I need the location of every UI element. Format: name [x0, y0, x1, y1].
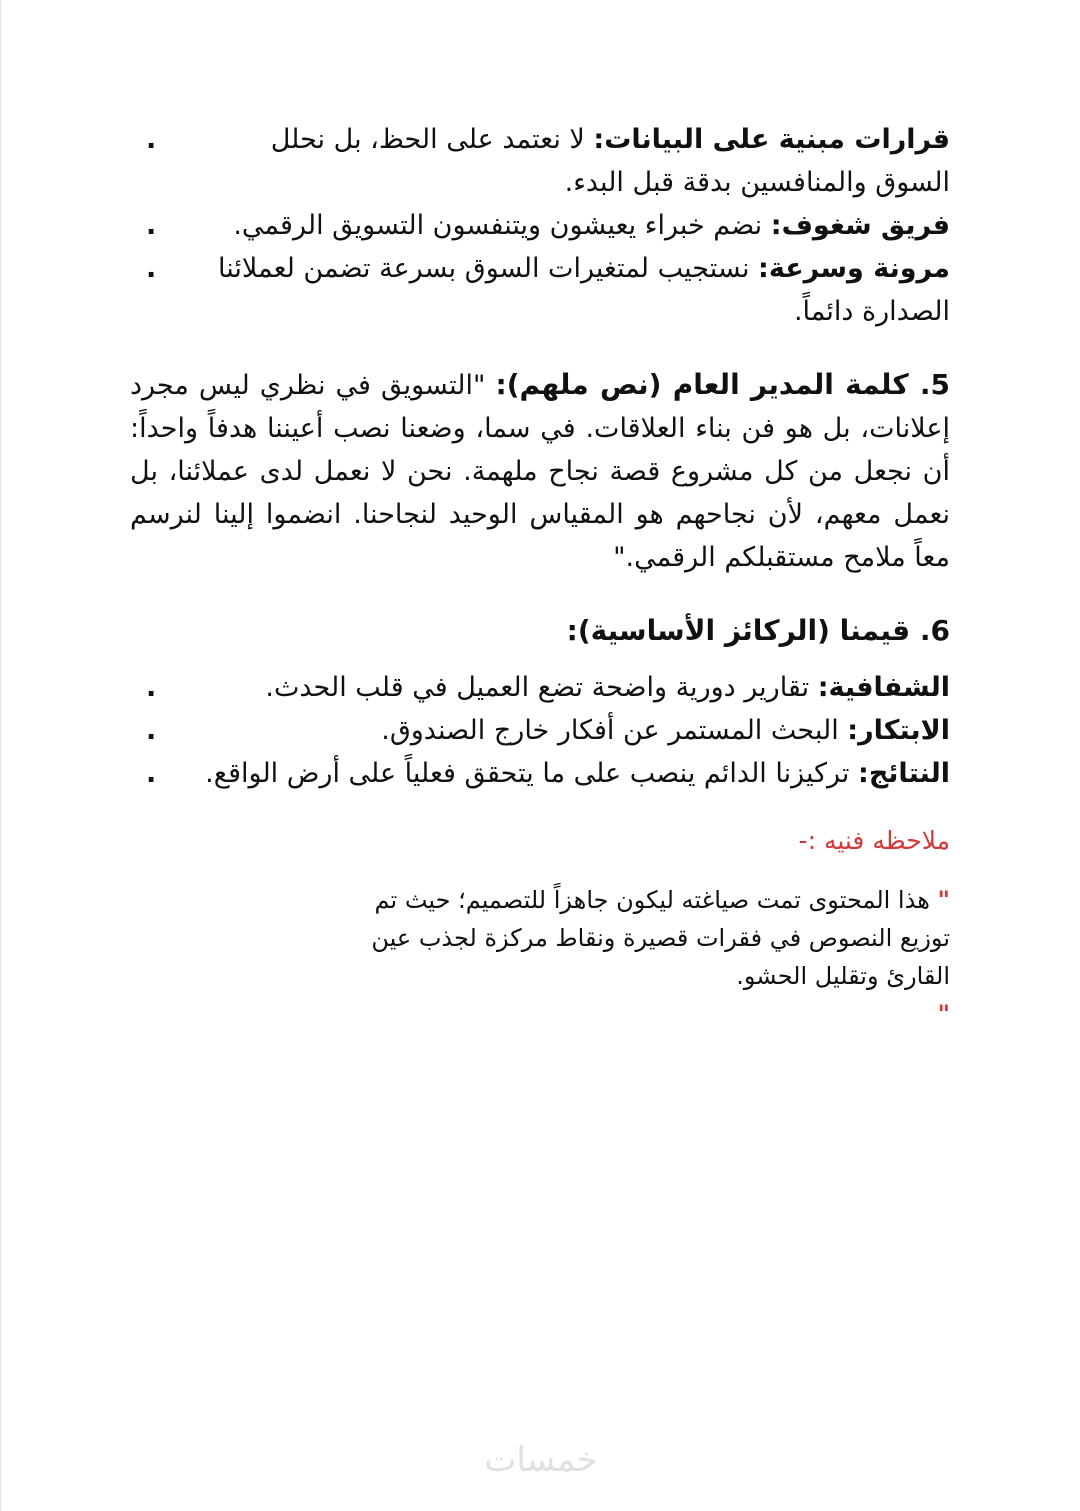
- list-item-term: مرونة وسرعة:: [758, 253, 950, 284]
- values-list: [130, 666, 950, 795]
- document-content: [130, 118, 950, 1033]
- section-5-heading: 5. كلمة المدير العام (نص ملهم):: [495, 368, 950, 401]
- section-5-paragraph: [130, 363, 950, 579]
- list-item-term: فريق شغوف:: [770, 210, 950, 241]
- technical-note-heading: ملاحظه فنيه :-: [798, 826, 950, 855]
- list-item-text: نضم خبراء يعيشون ويتنفسون التسويق الرقمي.: [233, 210, 771, 241]
- list-item-results: [130, 752, 950, 795]
- bullet-icon: .: [146, 715, 157, 746]
- note-body: هذا المحتوى تمت صياغته ليكون جاهزاً للتصميم؛ حيث تم توزيع النصوص في فقرات قصيرة ونقاط مركزة لجذب عين القارئ وتقليل الحشو.: [371, 886, 950, 990]
- close-quote: ": [937, 1000, 950, 1028]
- watermark-logo: خمسات: [484, 1440, 598, 1480]
- list-item-text: نستجيب لمتغيرات السوق بسرعة تضمن لعملائنا الصدارة دائماً.: [217, 253, 950, 327]
- bullet-icon: .: [146, 210, 157, 241]
- list-item-text: البحث المستمر عن أفكار خارج الصندوق.: [381, 715, 848, 746]
- list-item-transparency: [130, 666, 950, 709]
- bullet-icon: .: [146, 253, 157, 284]
- bullet-icon: .: [146, 758, 157, 789]
- list-item-text: تقارير دورية واضحة تضع العميل في قلب الحدث.: [265, 672, 818, 703]
- list-item-text: تركيزنا الدائم ينصب على ما يتحقق فعلياً على أرض الواقع.: [205, 758, 859, 789]
- list-item-flexibility: [130, 247, 950, 333]
- list-item-innovation: [130, 709, 950, 752]
- bullet-icon: .: [146, 672, 157, 703]
- list-item-text: لا نعتمد على الحظ، بل نحلل السوق والمنافسين بدقة قبل البدء.: [270, 124, 950, 198]
- section-5-text: "التسويق في نظري ليس مجرد إعلانات، بل هو فن بناء العلاقات. في سما، وضعنا نصب أعيننا هدفاً واحداً: أن نجعل من كل مشروع قصة نجاح ملهمة. نحن لا نعمل لدى عملائنا، بل نعمل معهم، لأن نجاحهم هو المقياس الوحيد لنجاحنا. انضموا إلينا لنرسم معاً ملامح مستقبلكم الرقمي.": [130, 370, 950, 573]
- list-item-term: الابتكار:: [847, 715, 950, 746]
- section-6-heading: 6. قيمنا (الركائز الأساسية):: [566, 614, 950, 647]
- list-item-passionate-team: [130, 204, 950, 247]
- list-item-data-decisions: [130, 118, 950, 204]
- list-item-term: الشفافية:: [817, 672, 950, 703]
- features-list: [130, 118, 950, 333]
- list-item-term: قرارات مبنية على البيانات:: [593, 124, 950, 155]
- technical-note-text: [130, 881, 950, 1033]
- open-quote: ": [937, 886, 950, 914]
- list-item-term: النتائج:: [858, 758, 950, 789]
- bullet-icon: .: [146, 124, 157, 155]
